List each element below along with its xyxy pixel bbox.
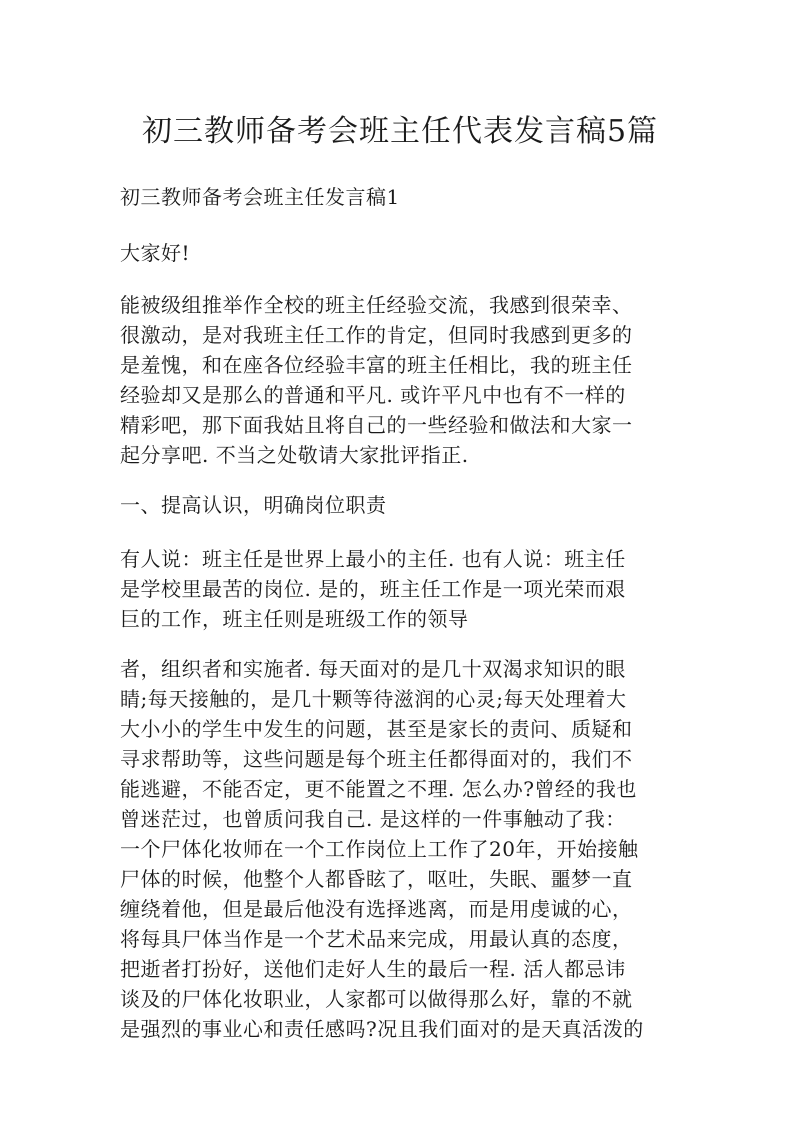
text-line: 缠绕着他，但是最后他没有选择逃离，而是用虔诚的心， — [120, 897, 633, 921]
text-line: 能逃避，不能否定，更不能置之不理. 怎么办?曾经的我也 — [120, 777, 637, 801]
text-line: 精彩吧，那下面我姑且将自己的一些经验和做法和大家一 — [120, 413, 633, 437]
text-line: 能被级组推举作全校的班主任经验交流，我感到很荣幸、 — [120, 293, 633, 317]
text-line: 一个尸体化妆师在一个工作岗位上工作了20年，开始接触 — [120, 837, 639, 861]
document-subtitle — [120, 182, 680, 212]
section-heading — [120, 490, 680, 520]
text-line: 起分享吧. 不当之处敬请大家批评指正. — [120, 443, 469, 467]
text-line: 有人说：班主任是世界上最小的主任. 也有人说：班主任 — [120, 547, 626, 571]
text-line: 很激动，是对我班主任工作的肯定，但同时我感到更多的 — [120, 323, 633, 347]
section-heading-text: 一、提高认识，明确岗位职责 — [120, 493, 387, 517]
subtitle-text: 初三教师备考会班主任发言稿1 — [120, 185, 400, 209]
text-line: 是羞愧，和在座各位经验丰富的班主任相比，我的班主任 — [120, 353, 633, 377]
text-line: 经验却又是那么的普通和平凡. 或许平凡中也有不一样的 — [120, 383, 626, 407]
text-line: 把逝者打扮好，送他们走好人生的最后一程. 活人都忌讳 — [120, 957, 626, 981]
text-line: 睛;每天接触的，是几十颗等待滋润的心灵;每天处理着大 — [120, 687, 627, 711]
text-line: 巨的工作，班主任则是班级工作的领导 — [120, 607, 469, 631]
text-line: 是强烈的事业心和责任感吗?况且我们面对的是天真活泼的 — [120, 1017, 644, 1041]
text-line: 谈及的尸体化妆职业，人家都可以做得那么好，靠的不就 — [120, 987, 633, 1011]
text-line: 将每具尸体当作是一个艺术品来完成，用最认真的态度， — [120, 927, 633, 951]
text-line: 寻求帮助等，这些问题是每个班主任都得面对的，我们不 — [120, 747, 633, 771]
text-line: 是学校里最苦的岗位. 是的，班主任工作是一项光荣而艰 — [120, 577, 626, 601]
text-line: 者，组织者和实施者. 每天面对的是几十双渴求知识的眼 — [120, 657, 626, 681]
text-line: 尸体的时候，他整个人都昏眩了，呕吐，失眠、噩梦一直 — [120, 867, 633, 891]
paragraph-intro — [120, 290, 680, 470]
document-title: 初三教师备考会班主任代表发言稿5篇 — [141, 114, 659, 149]
text-line: 曾迷茫过，也曾质问我自己. 是这样的一件事触动了我： — [120, 807, 626, 831]
paragraph-role — [120, 544, 680, 634]
greeting-text: 大家好! — [120, 241, 191, 265]
text-line: 大小小的学生中发生的问题，甚至是家长的责问、质疑和 — [120, 717, 633, 741]
greeting — [120, 238, 680, 268]
paragraph-story — [120, 654, 680, 1044]
